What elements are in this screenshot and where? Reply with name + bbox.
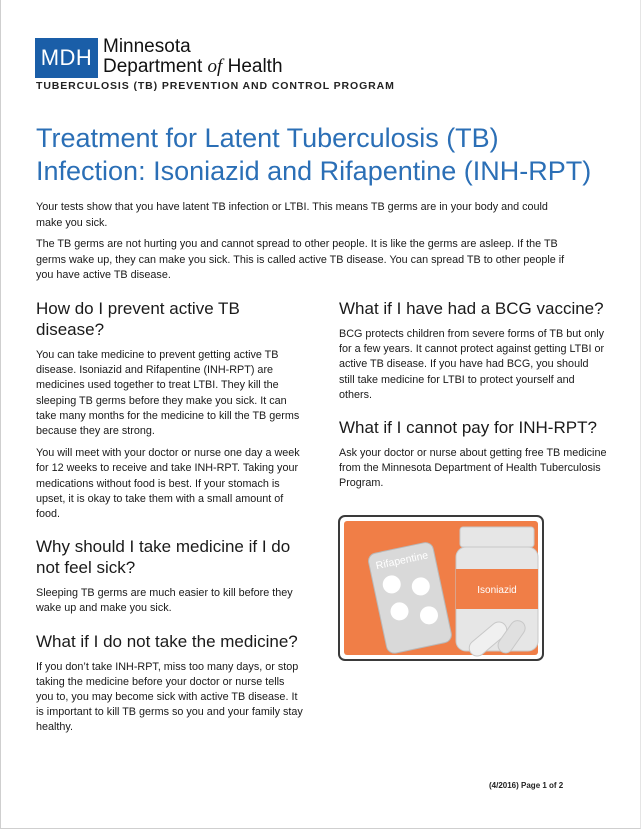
section-why-take [36, 536, 304, 616]
heading-pay: What if I cannot pay for INH-RPT? [339, 418, 597, 438]
bottle-label: Isoniazid [477, 585, 517, 596]
heading-prevent: How do I prevent active TB disease? [36, 299, 240, 339]
logo-abbrev: MDH [35, 38, 98, 78]
left-column [36, 298, 304, 750]
logo-word-health: Health [222, 56, 283, 77]
why-take-paragraph: Sleeping TB germs are much easier to kill before they wake up and make you sick. [36, 587, 293, 615]
prevent-paragraph-1: You can take medicine to prevent getting active TB disease. Isoniazid and Rifapentine (INH-RPT) are medicines used together to treat LTBI. They kill the sleeping TB germs before they make you sick. It can take many months for the medicine to kill the TB germs because they are strong. [36, 349, 300, 438]
program-name: TUBERCULOSIS (TB) PREVENTION AND CONTROL PROGRAM [36, 80, 395, 92]
section-prevent [36, 298, 304, 522]
intro-paragraph-1: Your tests show that you have latent TB infection or LTBI. This means TB germs are in your body and could make you sick. [36, 201, 548, 229]
heading-not-take: What if I do not take the medicine? [36, 631, 298, 651]
intro [36, 200, 566, 290]
logo-wordmark [103, 37, 283, 77]
title-line-1: Treatment for Latent Tuberculosis (TB) [36, 123, 499, 153]
page-footer: (4/2016) Page 1 of 2 [489, 781, 564, 790]
intro-paragraph-2: The TB germs are not hurting you and cannot spread to other people. It is like the germs are asleep. If the TB germs wake up, they can make you sick. This is called active TB disease. You can spread TB to other people if you have active TB disease. [36, 238, 565, 281]
heading-why-take: Why should I take medicine if I do not feel sick? [36, 537, 291, 578]
title-line-2: Infection: Isoniazid and Rifapentine (INH-RPT) [36, 156, 592, 186]
bcg-paragraph: BCG protects children from severe forms of TB but only for a few years. It cannot protect against getting LTBI or active TB disease. If you have had BCG, you should still take medicine for LTBI to protect yourself and others. [339, 328, 605, 401]
logo-word-department: Department [103, 56, 208, 77]
section-not-take [36, 631, 304, 736]
prevent-paragraph-2: You will meet with your doctor or nurse one day a week for 12 weeks to receive and take INH-RPT. Taking your medications without food is best. If your stomach is upset, it is okay to take them with a small amount of food. [36, 447, 300, 521]
right-column [339, 298, 607, 506]
logo-word-of: of [207, 56, 223, 77]
section-pay [339, 417, 607, 492]
heading-bcg: What if I have had a BCG vaccine? [339, 299, 604, 318]
pay-paragraph: Ask your doctor or nurse about getting free TB medicine from the Minnesota Department of Health Tuberculosis Program. [339, 447, 607, 490]
logo-line-2 [103, 57, 283, 77]
pack-label: Rifapentine [374, 549, 430, 573]
mdh-logo [35, 38, 283, 78]
not-take-paragraph: If you don’t take INH-RPT, miss too many days, or stop taking the medicine before your doctor or nurse tells you to, you may become sick with active TB disease. It is important to kill TB germs so you and your family stay healthy. [36, 660, 303, 734]
section-bcg [339, 298, 607, 403]
medicine-illustration [338, 515, 544, 661]
page-title [36, 122, 616, 188]
logo-line-1: Minnesota [103, 36, 191, 57]
bottle-cap [460, 527, 534, 547]
